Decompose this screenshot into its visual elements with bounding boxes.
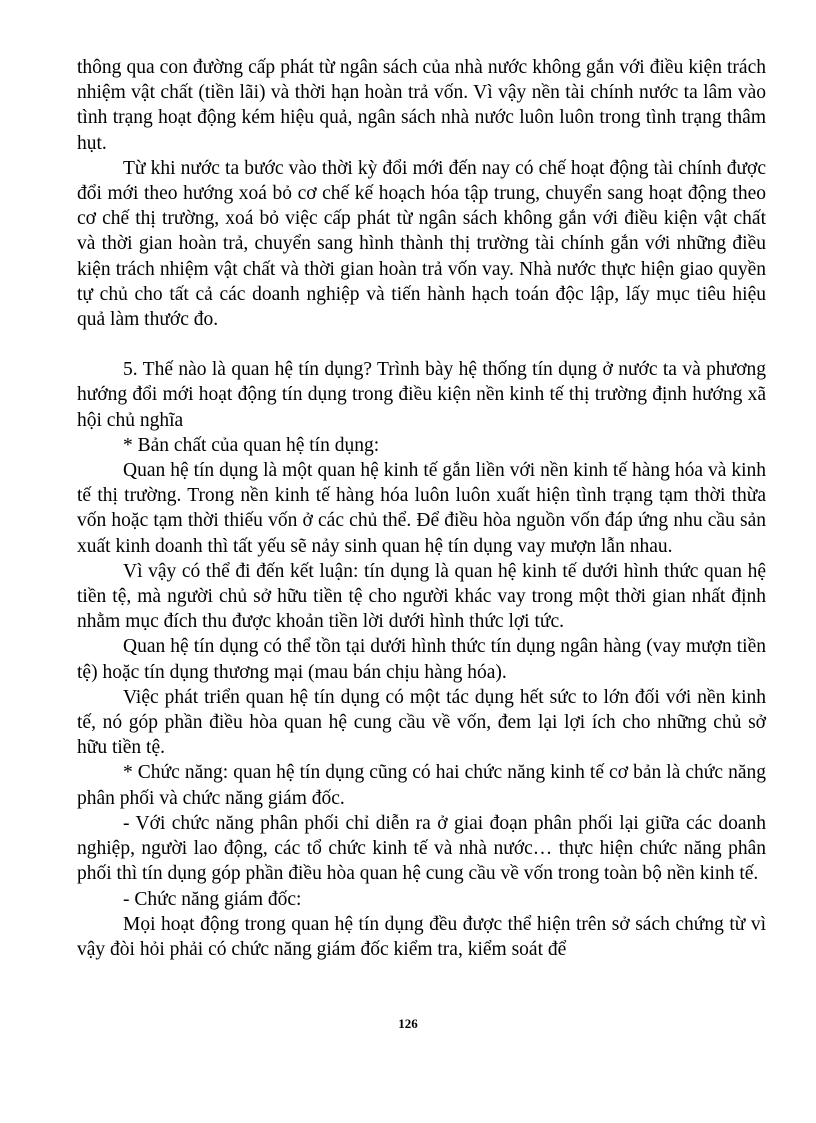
- paragraph-2: Từ khi nước ta bước vào thời kỳ đổi mới đến nay có chế hoạt động tài chính được đổi mới theo hướng xoá bỏ cơ chế kế hoạch hóa tập trung, chuyển sang hoạt động theo cơ chế thị trường, xoá bỏ việc cấp phát từ ngân sách không gắn với điều kiện vật chất và thời gian hoàn trả, chuyển sang hình thành thị trường tài chính gắn với những điều kiện trách nhiệm vật chất và thời gian hoàn trả vốn vay. Nhà nước thực hiện giao quyền tự chủ cho tất cả các doanh nghiệp và tiến hành hạch toán độc lập, lấy mục tiêu hiệu quả làm thước đo.: [77, 157, 766, 331]
- paragraph-5: Quan hệ tín dụng có thể tồn tại dưới hình thức tín dụng ngân hàng (vay mượn tiền tệ) hoặc tín dụng thương mại (mau bán chịu hàng hóa).: [77, 636, 766, 683]
- section-heading-nature: * Bản chất của quan hệ tín dụng:: [123, 434, 380, 456]
- page-number: 126: [398, 1016, 418, 1031]
- paragraph-7: - Với chức năng phân phối chỉ diễn ra ở giai đoạn phân phối lại giữa các doanh nghiệp, người lao động, các tổ chức kinh tế và nhà nước… thực hiện chức năng phân phối thì tín dụng góp phần điều hòa quan hệ cung cầu về vốn trong toàn bộ nền kinh tế.: [77, 812, 766, 885]
- question-heading: 5. Thế nào là quan hệ tín dụng? Trình bày hệ thống tín dụng ở nước ta và phương hướng đổi mới hoạt động tín dụng trong điều kiện nền kinh tế thị trường định hướng xã hội chủ nghĩa: [77, 359, 766, 431]
- paragraph-4: Vì vậy có thể đi đến kết luận: tín dụng là quan hệ kinh tế dưới hình thức quan hệ tiền tệ, mà người chủ sở hữu tiền tệ cho người khác vay trong một thời gian nhất định nhằm mục đích thu được khoản tiền lời dưới hình thức lợi tức.: [77, 560, 766, 633]
- paragraph-8: Mọi hoạt động trong quan hệ tín dụng đều được thể hiện trên sở sách chứng từ vì vậy đòi hỏi phải có chức năng giám đốc kiểm tra, kiểm soát để: [77, 913, 766, 960]
- document-page: [77, 55, 766, 962]
- section-heading-functions: * Chức năng: quan hệ tín dụng cũng có hai chức năng kinh tế cơ bản là chức năng phân phối và chức năng giám đốc.: [77, 762, 766, 809]
- paragraph-6: Việc phát triển quan hệ tín dụng có một tác dụng hết sức to lớn đối với nền kinh tế, nó góp phần điều hòa quan hệ cung cầu về vốn, đem lại lợi ích cho những chủ sở hữu tiền tệ.: [77, 686, 766, 759]
- paragraph-3: Quan hệ tín dụng là một quan hệ kinh tế gắn liền với nền kinh tế hàng hóa và kinh tế thị trường. Trong nền kinh tế hàng hóa luôn luôn xuất hiện tình trạng tạm thời thừa vốn hoặc tạm thời thiếu vốn ở các chủ thể. Để điều hòa nguồn vốn đáp ứng nhu cầu sản xuất kinh doanh thì tất yếu sẽ nảy sinh quan hệ tín dụng vay mượn lẫn nhau.: [77, 460, 766, 557]
- section-heading-supervision: - Chức năng giám đốc:: [123, 888, 302, 910]
- paragraph-1: thông qua con đường cấp phát từ ngân sách của nhà nước không gắn với điều kiện trách nhiệm vật chất (tiền lãi) và thời hạn hoàn trả vốn. Vì vậy nền tài chính nước ta lâm vào tình trạng hoạt động kém hiệu quả, ngân sách nhà nước luôn luôn trong tình trạng thâm hụt.: [77, 57, 766, 154]
